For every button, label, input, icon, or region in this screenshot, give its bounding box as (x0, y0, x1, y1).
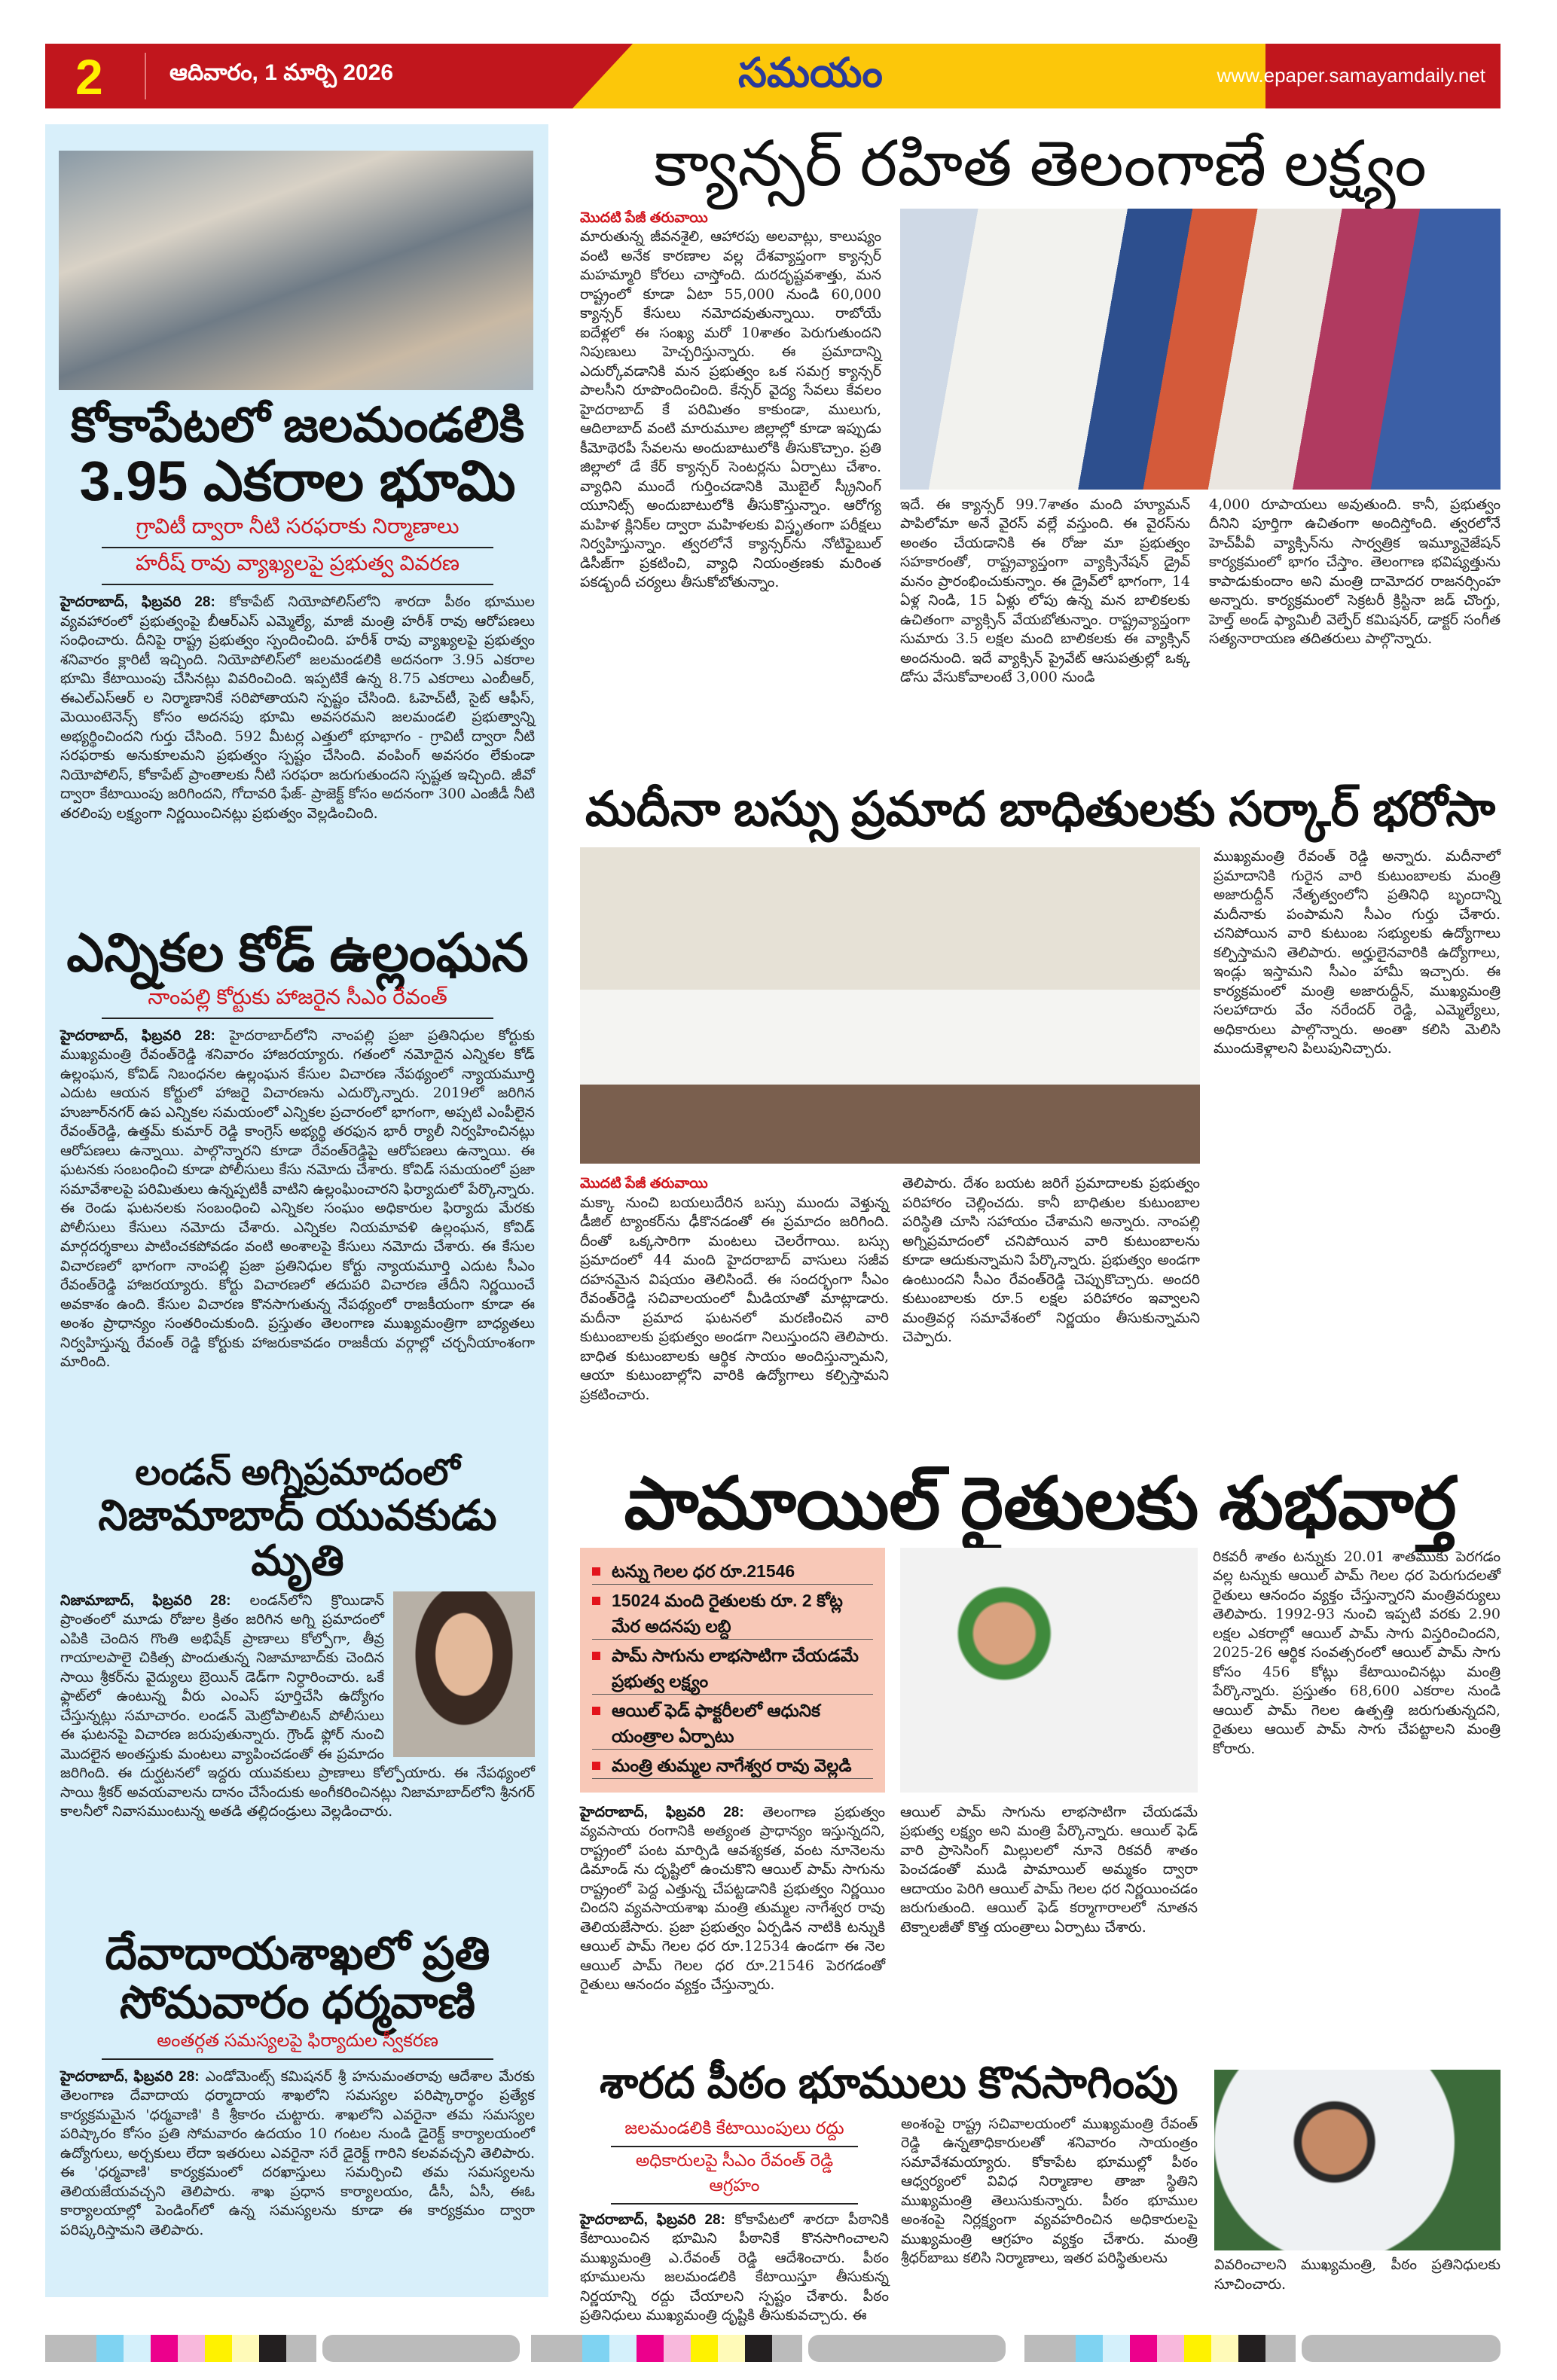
sharada-columns (580, 2115, 1198, 2324)
election-headline: ఎన్నికల కోడ్ ఉల్లంఘన (66, 923, 529, 982)
kokapet-article (53, 399, 542, 905)
hpv-vaccine-launch-photo (900, 209, 1501, 490)
kokapet-subhead-2: హరీష్ రావు వ్యాఖ్యలపై ప్రభుత్వ వివరణ (102, 548, 493, 585)
dharmavani-headline-1: దేవాదాయశాఖలో ప్రతి (105, 1928, 490, 1979)
palmoil-columns (580, 1548, 1501, 2031)
kokapet-subhead-1: గ్రావిటీ ద్వారా నీటి సరఫరాకు నిర్మాణాలు (102, 511, 493, 548)
sharada-subheads (580, 2115, 889, 2205)
kokapet-article-body (60, 593, 535, 905)
kokapet-headline-2: 3.95 ఎకరాల భూమి (79, 450, 516, 513)
masthead-band (572, 44, 1265, 108)
kokapet-inspection-photo (59, 151, 533, 390)
madina-article (580, 783, 1501, 1431)
caption-text: వివరించాలని ముఖ్యమంత్రి, పీఠం ప్రతినిధులకు సూచించారు. (1214, 2256, 1501, 2293)
article-text: ఆయిల్ పామ్ సాగును లాభసాటిగా చేయడమే ప్రభుత్వ లక్ష్యం అని మంత్రి పేర్కొన్నారు. ఆయిల్ ఫెడ్ వారి ప్రాసెసింగ్ మిల్లులలో నూనె రికవరీ శాతం పెంచడంతో ముడి పామాయిల్ అమ్మకం ద్వారా ఆదాయం పెరిగి ఆయిల్ పామ్ గెలల ధర నిర్ణయించడం జరుగుతుంది. ఆయిల్ ఫెడ్ కర్మాగారాలలో నూతన టెక్నాలజీతో కొత్త యంత్రాలు ఏర్పాటు చేశారు. (900, 1803, 1198, 1936)
election-subhead-wrap (53, 982, 542, 1019)
cancer-article-col-1 (580, 209, 881, 755)
epaper-url[interactable]: www.epaper.samayamdaily.net (1217, 64, 1485, 87)
dharmavani-subhead: అంతర్గత సమస్యలపై ఫిర్యాదుల స్వీకరణ (102, 2028, 493, 2060)
issue-date: ఆదివారం, 1 మార్చి 2026 (169, 60, 394, 85)
article-text: తెలంగాణ ప్రభుత్వం వ్యవసాయ రంగానికి అత్యంత ప్రాధాన్యం ఇస్తున్నదని, రాష్ట్రంలో పంట మార్పిడి ఆవశ్యకత, వంట నూనెలను డిమాండ్ ను దృష్టిలో ఉంచుకొని ఆయిల్ పామ్ సాగును రాష్ట్రంలో పెద్ద ఎత్తున్న చేపట్టడానికి ప్రభుత్వం నిర్ణయిం చిందని వ్యవసాయశాఖ మంత్రి తుమ్మల నాగేశ్వర రావు తెలియజేసారు. ప్రజా ప్రభుత్వం ఏర్పడిన నాటికి టన్నుకి ఆయిల్ పామ్ గెలల ధర రూ.12534 ఉండగా ఈ నెల ఆయిల్ పామ్ గెలల ధర రూ.21546 పెరగడంతో రైతులు ఆనందం వ్యక్తం చేస్తున్నారు. (580, 1803, 885, 1994)
dharmavani-article (53, 1930, 542, 2293)
dateline: హైదరాబాద్, ఫిబ్రవరి 28: (580, 2211, 725, 2228)
sharada-article (580, 2058, 1198, 2324)
cancer-headline: క్యాన్సర్ రహిత తెలంగాణే లక్ష్యం (654, 128, 1427, 199)
article-text: 4,000 రూపాయలు అవుతుంది. కానీ, ప్రభుత్వం దీనిని పూర్తిగా ఉచితంగా అందిస్తోంది. త్వరలోనే హెచ్‌పీవీ వ్యాక్సిన్‌ను సార్వత్రిక ఇమ్యూనైజేషన్ కార్యక్రమంలో భాగం చేస్తాం. తెలంగాణ భవిష్యత్తును కాపాడుకుందాం అని మంత్రి దామోదర రాజనర్సింహ అన్నారు. కార్యక్రమంలో సెక్రటరీ క్రిస్టినా జడ్ చొంగ్తు, హెల్త్ అండ్ ఫ్యామిలీ వెల్ఫేర్ కమిషనర్, డాక్టర్ సంగీత సత్యనారాయణ తదితరులు పాల్గొన్నారు. (1209, 496, 1501, 648)
cancer-columns (580, 209, 1501, 755)
kokapet-subheads (53, 511, 542, 585)
madina-article-col-1 (580, 1174, 889, 1431)
highlight-item: ఆయిల్ ఫెడ్ ఫాక్టరీలలో ఆధునిక యంత్రాల ఏర్పాటు (592, 1698, 873, 1750)
continuation-kicker: మొదటి పేజీ తరువాయి (580, 1176, 708, 1192)
article-text: హైదరాబాద్‌లోని నాంపల్లి ప్రజా ప్రతినిధుల కోర్టుకు ముఖ్యమంత్రి రేవంత్‌రెడ్డి శనివారం హాజరయ్యారు. గతంలో నమోదైన ఎన్నికల కోడ్ ఉల్లంఘన, కోవిడ్ నిబంధనల ఉల్లంఘన కేసుల విచారణ నేపథ్యంలో న్యాయమూర్తి ఎదుట ఆయన కోర్టులో హాజరై విచారణను ఎదుర్కొన్నారు. 2019లో జరిగిన హుజూర్‌నగర్ ఉప ఎన్నికల సమయంలో ఎన్నికల ప్రచారంలో భాగంగా, అప్పటి ఎంపీలైన రేవంత్‌రెడ్డి, ఉత్తమ్ కుమార్ రెడ్డి కాంగ్రెస్ అభ్యర్థి తరఫున భారీ ర్యాలీ నిర్వహించినట్లు ఆరోపణలు ఉన్నాయి. పాల్గొన్నారని కూడా రేవంత్‌రెడ్డిపై ఆరోపణలు ఉన్నాయి. ఈ ఘటనకు సంబంధించి కూడా పోలీసులు కేసు నమోదు చేశారు. కోవిడ్ సమయంలో ప్రజా సమావేశాలపై పరిమితులు ఉన్నప్పటికీ వాటిని ఉల్లంఘించారని ఫిర్యాదులో పేర్కొన్నారు. ఈ రెండు ఘటనలకు సంబంధించి ఎన్నికల సంఘం అధికారుల ఫిర్యాదు మేరకు పోలీసులు కేసులు నమోదు చేశారు. ఎన్నికల నియమావళి ఉల్లంఘన, కోవిడ్ మార్గదర్శకాలు పాటించకపోవడం వంటి అంశాలపై కేసులు నమోదు చేశారు. ఈ కేసుల విచారణలో భాగంగా నాంపల్లి ప్రజా ప్రతినిధుల కోర్టు న్యాయమూర్తి ఎదుట సీఎం రేవంత్‌రెడ్డి హాజరయ్యారు. కోర్టు విచారణలో తదుపరి విచారణ తేదీని నిర్ణయించే అవకాశం ఉంది. కేసుల విచారణ కొనసాగుతున్న నేపథ్యంలో రాజకీయంగా కూడా ఈ అంశం ప్రాధాన్యం సంతరించుకుంది. ప్రస్తుతం తెలంగాణ ముఖ్యమంత్రిగా బాధ్యతలు నిర్వహిస్తున్న రేవంత్ రెడ్డి కోర్టుకు హాజరుకావడం రాజకీయ వర్గాల్లో చర్చనీయాంశంగా మారింది. (60, 1027, 536, 1371)
sharada-headline: శారద పీఠం భూములు కొనసాగింపు (600, 2058, 1178, 2107)
highlight-item: 15024 మంది రైతులకు రూ. 2 కోట్ల మేర అదనపు లబ్ది (592, 1588, 873, 1640)
madina-article-col-2 (902, 1174, 1200, 1431)
sharada-subhead-2: అధికారులపై సీఎం రేవంత్ రెడ్డి ఆగ్రహం (611, 2147, 858, 2205)
cancer-article-col-2 (900, 496, 1190, 755)
election-article (53, 925, 542, 1433)
article-text: ముఖ్యమంత్రి రేవంత్ రెడ్డి అన్నారు. మదీనాలో ప్రమాదానికి గురైన వారి కుటుంబాలకు మంత్రి అజారుద్దీన్ నేతృత్వంలోని ప్రతినిధి బృందాన్ని మదీనాకు పంపామని సీఎం గుర్తు చేశారు. చనిపోయిన వారి కుటుంబ సభ్యులకు ఉద్యోగాలు కల్పిస్తామని తెలిపారు. అర్హులైనవారికి ఉద్యోగాలు, ఇండ్లు ఇస్తామని సీఎం హామీ ఇచ్చారు. ఈ కార్యక్రమంలో మంత్రి అజారుద్దీన్, ముఖ్యమంత్రి సలహాదారు వేం నరేందర్ రెడ్డి, ఎమ్మెల్యేలు, అధికారులు పాల్గొన్నారు. అంతా కలిసి మెలిసి ముందుకెళ్లాలని పిలుపునిచ్చారు. (1214, 848, 1501, 1057)
sharada-left-column (580, 2115, 889, 2324)
dateline: నిజామాబాద్, ఫిబ్రవరి 28: (60, 1592, 231, 1609)
article-text: ఎండోమెంట్స్ కమిషనర్ శ్రీ హనుమంతరావు ఆదేశాల మేరకు తెలంగాణ దేవాదాయ ధర్మాదాయ శాఖలోని సమస్యల పరిష్కారార్థం ప్రత్యేక కార్యక్రమమైన 'ధర్మవాణి' కి శ్రీకారం చుట్టారు. శాఖలోని ఎవరైనా తమ సమస్యల పరిష్కారం కోసం ప్రతి సోమవారం ఉదయం 10 గంటల నుండి డైరెక్ట్ కార్యాలయంలో ఉద్యోగులు, అర్చకులు లేదా ఇతరులు ఎవరైనా సరే డైరెక్ట్ గారిని కలవవచ్చని తెలిపారు. ఈ 'ధర్మవాణి' కార్యక్రమంలో దరఖాస్తులు సమర్పించి తమ సమస్యలను తెలియజేయవచ్చని తెలిపారు. శాఖ ప్రధాన కార్యాలయం, డీసీ, ఏసీ, ఈఓ కార్యాలయాల్లో పెండింగ్‌లో ఉన్న సమస్యలను కూడా ఈ కార్యక్రమం ద్వారా పరిష్కరిస్తామని తెలిపారు. (60, 2067, 535, 2238)
madina-article-col-3 (1214, 847, 1501, 1431)
masthead-logo: సమయం (738, 50, 883, 96)
sharada-subhead-1: జలమండలికి కేటాయింపులు రద్దు (611, 2115, 858, 2147)
sharada-photo-caption (1214, 2256, 1501, 2295)
dharmavani-headline-2: సోమవారం ధర్మవాణి (120, 1976, 475, 2028)
divider (145, 53, 146, 99)
article-text: కోకాపేటలో శారదా పీఠానికి కేటాయించిన భూమిని పీఠానికే కొనసాగించాలని ముఖ్యమంత్రి ఎ.రేవంత్ రెడ్డి ఆదేశించారు. పీఠం భూములను జలమండలికి కేటాయిస్తూ తీసుకున్న నిర్ణయాన్ని రద్దు చేయాలని స్పష్టం చేశారు. పీఠం ప్రతినిధులు ముఖ్యమంత్రి దృష్టికి తీసుకువచ్చారు. ఈ (580, 2211, 889, 2324)
article-text: కోకాపేట్ నియోపోలిస్‌లోని శారదా పీఠం భూముల వ్యవహారంలో ప్రభుత్వంపై బీఆర్ఎస్ ఎమ్మెల్యే, మాజీ మంత్రి హరీశ్ రావు ఆరోపణలు సంధించారు. దీనిపై రాష్ట్ర ప్రభుత్వం స్పందించింది. హరీశ్ రావు వ్యాఖ్యలపై ప్రభుత్వం శనివారం క్లారిటీ ఇచ్చింది. నియోపోలిస్‌లో జలమండలికి అదనంగా 3.95 ఎకరాల భూమి కేటాయింపు చేసినట్లు వివరించింది. ఇప్పటికే ఉన్న 8.75 ఎకరాలు ఎంబీఆర్, ఈఎల్ఎస్ఆర్ ల నిర్మాణానికే సరిపోతాయని స్పష్టం చేసింది. ఓహెచ్‌టీ, సైట్ ఆఫీస్, మెయింటెనెన్స్ కోసం అదనపు భూమి అవసరమని జలమండలి ప్రభుత్వాన్ని అభ్యర్థించిందని గుర్తు చేసింది. 592 మీటర్ల ఎత్తులో భూభాగం - గ్రావిటీ ద్వారా నీటి సరఫరాకు అనుకూలమని ప్రభుత్వం స్పష్టం చేసింది. వంపింగ్ అవసరం లేకుండా నియోపోలిస్, కోకాపేట్ ప్రాంతాలకు నీటి సరఫరా జరుగుతుందని స్పష్టత ఇచ్చింది. జీవో ద్వారా కేటాయింపు జరిగిందని, గోదావరి ఫేజ్- ప్రాజెక్ట్ కోసం అదనంగా 300 ఎంజీడీ నీటి తరలింపు లక్ష్యంగా నిర్ణయించినట్లు ప్రభుత్వం వెల్లడించింది. (60, 593, 535, 822)
article-text: లండన్‌లోని క్రొయిడాన్ ప్రాంతంలో మూడు రోజుల క్రితం జరిగిన అగ్ని ప్రమాదంలో ఎపికి చెందిన గొంతి అభిషేక్ ప్రాణాలు కోల్పోగా, తీవ్ర గాయాలపాలై చికిత్స పొందుతున్న నిజామాబాద్‌కు చెందిన సాయి శ్రీకర్‌ను వైద్యులు బ్రెయిన్ డెడ్‌గా నిర్ధారించారు. ఒకే ఫ్లాట్‌లో ఉంటున్న వీరు ఎంఎస్ పూర్తిచేసి ఉద్యోగం చేస్తున్నట్లు సమాచారం. లండన్ మెట్రోపాలిటన్ పోలీసులు ఈ ఘటనపై విచారణ జరుపుతున్నారు. గ్రౌండ్ ఫ్లోర్ నుంచి మొదలైన అంతస్తుకు మంటలు వ్యాపించడంతో ఈ ప్రమాదం జరిగింది. ఈ దుర్ఘటనలో ఇద్దరు యువకులు ప్రాణాలు కోల్పోయారు. ఈ నేపథ్యంలో సాయి శ్రీకర్ అవయవాలను దానం చేసేందుకు అంగీకరించినట్లు నిజామాబాద్‌లోని శ్రీనగర్ కాలనీలో నివాసముంటున్న అతడి తల్లిదండ్రులు వెల్లడించారు. (60, 1591, 535, 1820)
madina-columns (580, 847, 1501, 1431)
palmoil-article-col-3 (1213, 1548, 1501, 2031)
palmoil-article-col-1 (580, 1803, 885, 2031)
page-number: 2 (75, 49, 103, 105)
dateline: హైదరాబాద్, ఫిబ్రవరి 28: (60, 2068, 200, 2085)
dharmavani-article-body (60, 2067, 535, 2293)
election-subhead: నాంపల్లి కోర్టుకు హాజరైన సీఎం రేవంత్ (102, 982, 493, 1019)
sharada-article-col-2 (901, 2115, 1198, 2293)
madina-headline: మదీనా బస్సు ప్రమాద బాధితులకు సర్కార్ భరోసా (585, 782, 1496, 836)
cm-cheque-distribution-photo (580, 847, 1200, 1164)
highlight-item: టన్ను గెలల ధర రూ.21546 (592, 1558, 873, 1585)
print-color-bar (45, 2335, 1501, 2362)
article-text: అంశంపై రాష్ట్ర సచివాలయంలో ముఖ్యమంత్రి రేవంత్ రెడ్డి ఉన్నతాధికారులతో శనివారం సాయంత్రం సమావేశమయ్యారు. కోకాపేట భూముల్లో పీఠం ఆధ్వర్యంలో వివిధ నిర్మాణాల తాజా స్థితిని ముఖ్యమంత్రి తెలుసుకున్నారు. పీఠం భూముల అంశంపై నిర్లక్ష్యంగా వ్యవహరించిన అధికారులపై ముఖ్యమంత్రి ఆగ్రహం వ్యక్తం చేశారు. మంత్రి శ్రీధర్‌బాబు కలిసి నిర్మాణాలు, ఇతర పరిస్థితులను (901, 2115, 1198, 2267)
victim-portrait-photo (393, 1591, 535, 1757)
highlight-item: మంత్రి తుమ్మల నాగేశ్వర రావు వెల్లడి (592, 1753, 873, 1779)
sharada-article-col-1 (580, 2211, 889, 2324)
dateline: హైదరాబాద్, ఫిబ్రవరి 28: (60, 594, 215, 611)
london-article (53, 1454, 542, 1915)
palmoil-highlights-box (580, 1548, 885, 1793)
kokapet-headline-1: కోకాపేటలో జలమండలికి (70, 398, 525, 452)
minister-thummala-photo (900, 1548, 1198, 1793)
dharmavani-subhead-wrap (53, 2028, 542, 2060)
london-headline-2: నిజామాబాద్ యువకుడు మృతి (98, 1491, 497, 1585)
highlight-item: పామ్ సాగును లాభసాటిగా చేయడమే ప్రభుత్వ లక్ష్యం (592, 1643, 873, 1695)
article-text: తెలిపారు. దేశం బయట జరిగే ప్రమాదాలకు ప్రభుత్వం పరిహారం చెల్లించదు. కానీ బాధితుల కుటుంబాల పరిస్థితి చూసి సహాయం చేశామని అన్నారు. నాంపల్లి అగ్నిప్రమాదంలో చనిపోయిన వారి కుటుంబాలను కూడా ఆదుకున్నామని పేర్కొన్నారు. ప్రభుత్వం అండగా ఉంటుందని సీఎం రేవంత్‌రెడ్డి చెప్పుకొచ్చారు. అందరి కుటుంబాలకు రూ.5 లక్షల పరిహారం ఇవ్వాలని మంత్రివర్గ సమావేశంలో నిర్ణయం తీసుకున్నామని చెప్పారు. (902, 1175, 1200, 1346)
palmoil-headline: పామాయిల్ రైతులకు శుభవార్త (624, 1463, 1457, 1544)
article-text: మారుతున్న జీవనశైలి, ఆహారపు అలవాట్లు, కాలుష్యం వంటి అనేక కారణాల వల్ల దేశవ్యాప్తంగా క్యాన్సర్ మహమ్మారి కోరలు చాస్తోంది. దురదృష్టవశాత్తు, మన రాష్ట్రంలో కూడా ఏటా 55,000 నుండి 60,000 క్యాన్సర్ కేసులు నమోదవుతున్నాయి. రాబోయే ఐదేళ్లలో ఈ సంఖ్య మరో 10శాతం పెరుగుతుందని నిపుణులు హెచ్చరిస్తున్నారు. ఈ ప్రమాదాన్ని ఎదుర్కోవడానికి మన ప్రభుత్వం ఒక సమగ్ర క్యాన్సర్ పాలసీని రూపొందించింది. కేన్సర్ వైద్య సేవలు కేవలం హైదరాబాద్ కే పరిమితం కాకుండా, ములుగు, ఆదిలాబాద్ వంటి మారుమూల జిల్లాల్లో కూడా ఇప్పుడు కీమోథెరపీ సేవలను అందుబాటులోకి తీసుకొచ్చాం. ప్రతి జిల్లాలో డే కేర్ క్యాన్సర్ సెంటర్లను ఏర్పాటు చేశాం. వ్యాధిని ముందే గుర్తించడానికి మొబైల్ స్క్రీనింగ్ యూనిట్స్ అందుబాటులోకి తీసుకొస్తున్నాం. ఆరోగ్య మహిళ క్లినిక్‌ల ద్వారా మహిళలకు విస్తృతంగా పరీక్షలు నిర్వహిస్తున్నాం. త్వరలోనే క్యాన్సర్‌ను నోటిఫైబుల్ డిసీజ్‌గా ప్రకటించి, వ్యాధి నియంత్రణకు మరింత పకడ్బందీ చర్యలు తీసుకోబోతున్నాం. (580, 228, 881, 591)
london-headline-1: లండన్ అగ్నిప్రమాదంలో (135, 1453, 460, 1493)
article-text: ఇదే. ఈ క్యాన్సర్ 99.7శాతం మంది హ్యూమన్ పాపిలోమా అనే వైరస్ వల్లే వస్తుంది. ఈ వైరస్‌ను అంతం చేయడానికి ఈ రోజు మా ప్రభుత్వం సహకారంతో, రాష్ట్రవ్యాప్తంగా వ్యాక్సినేషన్ డ్రైవ్ మనం ప్రారంభించుకున్నాం. ఈ డ్రైవ్‌లో భాగంగా, 14 ఏళ్ల నిండి, 15 ఏళ్లు లోపు ఉన్న మన బాలికలకు ఉచితంగా వ్యాక్సిన్ వేయబోతున్నాం. రాష్ట్రవ్యాప్తంగా సుమారు 3.5 లక్షల మంది బాలికలకు ఈ వ్యాక్సిన్ అందనుంది. ఇదే వ్యాక్సిన్ ప్రైవేట్ ఆసుపత్రుల్లో ఒక్క డోసు వేసుకోవాలంటే 3,000 నుండి (900, 496, 1190, 686)
palmoil-article (580, 1465, 1501, 2031)
dateline: హైదరాబాద్, ఫిబ్రవరి 28: (580, 1804, 744, 1820)
election-article-body (60, 1027, 535, 1433)
page-header (45, 44, 1501, 108)
article-text: మక్కా నుంచి బయలుదేరిన బస్సు ముందు వెళ్తున్న డీజిల్ ట్యాంకర్‌ను ఢీకొనడంతో ఈ ప్రమాదం జరిగింది. దీంతో ఒక్కసారిగా మంటలు చెలరేగాయి. బస్సు ప్రమాదంలో 44 మంది హైదరాబాద్ వాసులు సజీవ దహనమైన విషయం తెలిసిందే. ఈ సందర్భంగా సీఎం రేవంత్‌రెడ్డి సచివాలయంలో మీడియాతో మాట్లాడారు. మదీనా ప్రమాద ఘటనలో మరణించిన వారి కుటుంబాలకు ప్రభుత్వం అండగా నిలుస్తుందని తెలిపారు. బాధిత కుటుంబాలకు ఆర్థిక సాయం అందిస్తున్నామని, ఆయా కుటుంబాల్లోని వారికి ఉద్యోగాలు కల్పిస్తామని ప్రకటించారు. (580, 1194, 889, 1403)
article-text: రికవరీ శాతం టన్నుకు 20.01 శాతముకు పెరగడం వల్ల టన్నుకు ఆయిల్ పామ్ గెలల ధర పెరుగుదలతో రైతులు ఆనందం వ్యక్తం చేస్తున్నారని మంత్రివర్యులు తెలిపారు. 1992-93 నుంచి ఇప్పటి వరకు 2.90 లక్షల ఎకరాల్లో ఆయిల్ పామ్ సాగు విస్తరించిందని, 2025-26 ఆర్థిక సంవత్సరంలో ఆయిల్ పామ్ సాగు కోసం 456 కోట్లు కేటాయించినట్లు మంత్రి పేర్కొన్నారు. ప్రస్తుతం 68,600 ఎకరాల నుండి ఆయిల్ పామ్ గెలల ఉత్పత్తి జరుగుతున్నదని, రైతులు ఆయిల్ పామ్ సాగు చేపట్టాలని మంత్రి కోరారు. (1213, 1548, 1501, 1757)
cancer-article (580, 130, 1501, 755)
dateline: హైదరాబాద్, ఫిబ్రవరి 28: (60, 1027, 215, 1044)
cm-revanth-photo (1214, 2070, 1501, 2250)
cancer-article-col-3 (1209, 496, 1501, 755)
palmoil-article-col-2 (900, 1803, 1198, 2031)
continuation-kicker: మొదటి పేజీ తరువాయి (580, 209, 708, 226)
london-article-body (60, 1591, 535, 1915)
